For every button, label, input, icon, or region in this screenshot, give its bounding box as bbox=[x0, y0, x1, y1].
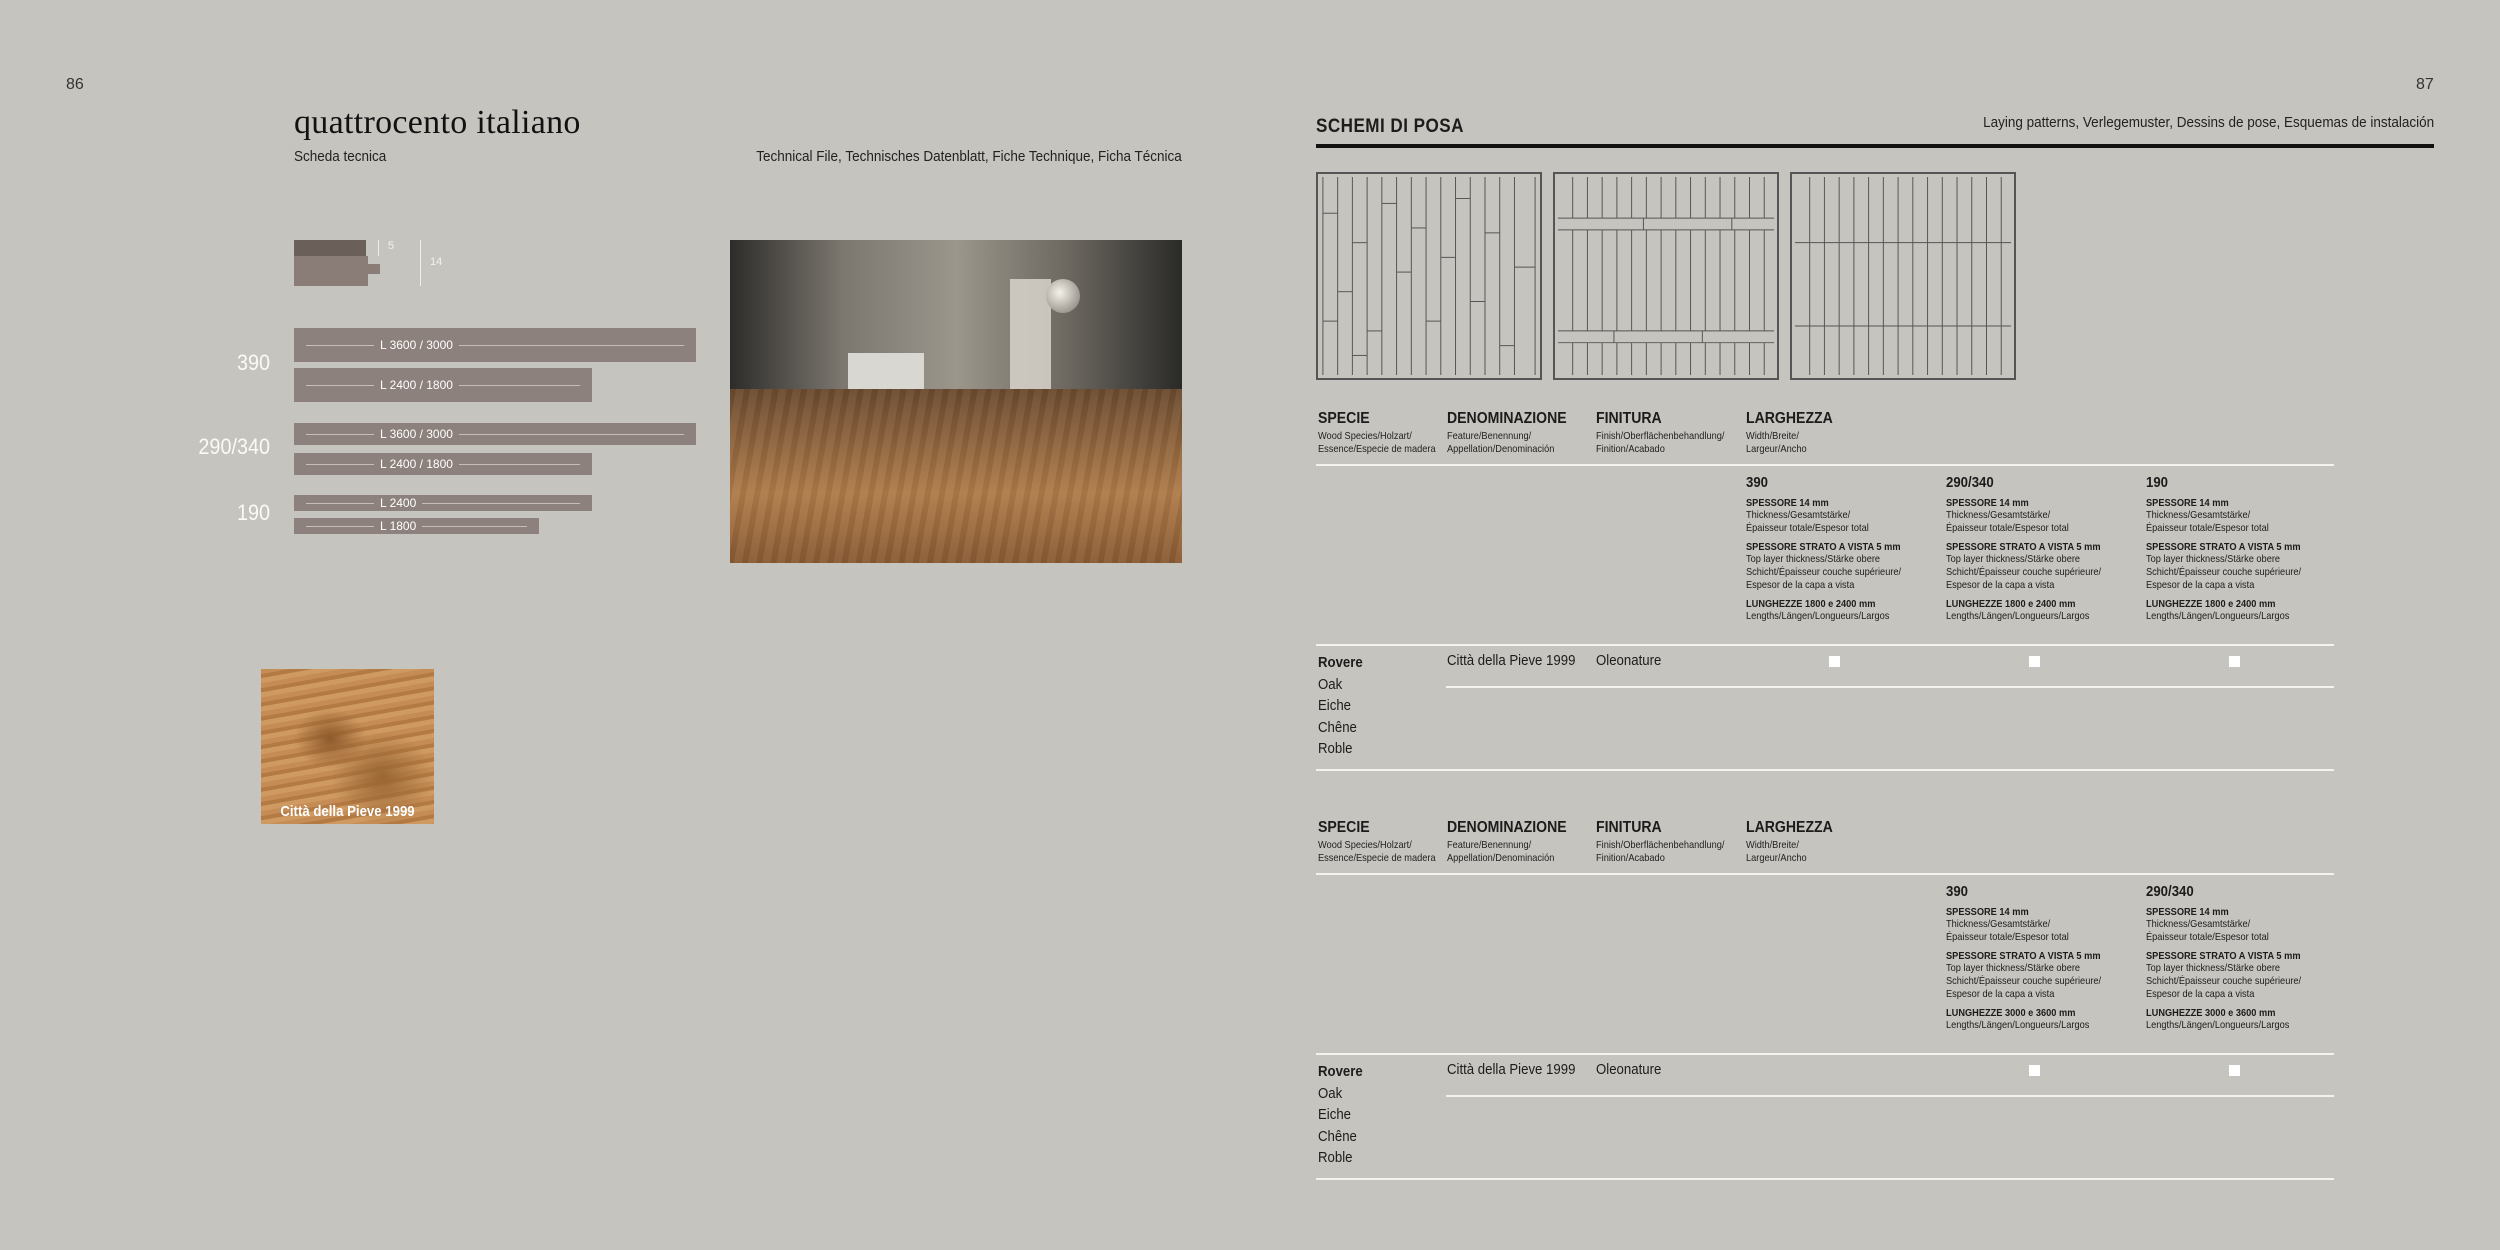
width-label-290-340: 290/340 bbox=[198, 434, 270, 459]
plank-length-label: L 1800 bbox=[374, 519, 422, 533]
spec-thickness-sub: Thickness/Gesamtstärke/ Épaisseur totale/Espesor total bbox=[1746, 509, 1869, 534]
pattern-staggered-drawing bbox=[1318, 174, 1540, 378]
plank-profile-diagram bbox=[294, 240, 443, 290]
table-rule bbox=[1316, 769, 2334, 771]
spec-thickness-sub: Thickness/Gesamtstärke/ Épaisseur totale/Espesor total bbox=[1946, 918, 2069, 943]
spec-top-layer-sub: Top layer thickness/Stärke obere Schicht/Épaisseur couche supérieure/ Espesor de la capa a vista bbox=[2146, 962, 2302, 1000]
species-name: Roble bbox=[1318, 1149, 1353, 1166]
header-denominazione-sub: Feature/Benennung/ Appellation/Denominación bbox=[1447, 839, 1555, 864]
spec-lengths: LUNGHEZZE 1800 e 2400 mm bbox=[2146, 598, 2276, 610]
spec-thickness: SPESSORE 14 mm bbox=[1946, 906, 2029, 918]
spec-column-390 bbox=[1946, 883, 2136, 1032]
table-rule bbox=[1316, 873, 2334, 875]
page-title: quattrocento italiano bbox=[294, 104, 581, 141]
finitura-value: Oleonature bbox=[1596, 652, 1662, 669]
species-name: Chêne bbox=[1318, 1127, 1357, 1145]
header-larghezza-sub: Width/Breite/ Largeur/Ancho bbox=[1746, 430, 1807, 455]
spec-thickness-sub: Thickness/Gesamtstärke/ Épaisseur totale/Espesor total bbox=[1946, 509, 2069, 534]
page-number-left: 86 bbox=[66, 76, 84, 93]
header-specie: SPECIE bbox=[1318, 819, 1370, 836]
plank-290-short bbox=[294, 453, 592, 475]
top-layer bbox=[294, 240, 366, 256]
spec-top-layer-sub: Top layer thickness/Stärke obere Schicht/Épaisseur couche supérieure/ Espesor de la capa a vista bbox=[1946, 962, 2102, 1000]
spec-column-390 bbox=[1746, 474, 1936, 623]
section-translations: Laying patterns, Verlegemuster, Dessins de pose, Esquemas de instalación bbox=[1982, 114, 2434, 131]
plank-390-short bbox=[294, 368, 592, 402]
spec-top-layer: SPESSORE STRATO A VISTA 5 mm bbox=[2146, 541, 2301, 553]
spec-top-layer-sub: Top layer thickness/Stärke obere Schicht/Épaisseur couche supérieure/ Espesor de la capa a vista bbox=[1746, 553, 1902, 591]
spec-top-layer-sub: Top layer thickness/Stärke obere Schicht/Épaisseur couche supérieure/ Espesor de la capa a vista bbox=[2146, 553, 2302, 591]
species-name: Rovere bbox=[1318, 654, 1363, 671]
top-layer-value: 5 bbox=[388, 240, 395, 252]
plank-length-label: L 2400 / 1800 bbox=[374, 457, 459, 471]
spec-lengths-sub: Lengths/Längen/Longueurs/Largos bbox=[1946, 1019, 2090, 1031]
table-rule bbox=[1446, 1095, 2334, 1097]
spec-top-layer: SPESSORE STRATO A VISTA 5 mm bbox=[1946, 541, 2101, 553]
species-name: Eiche bbox=[1318, 697, 1352, 714]
species-name: Oak bbox=[1318, 675, 1343, 693]
availability-check bbox=[2229, 1065, 2240, 1076]
header-finitura-sub: Finish/Oberflächenbehandlung/ Finition/Acabado bbox=[1596, 430, 1725, 455]
pattern-grid bbox=[1790, 172, 2016, 380]
table-rule bbox=[1316, 1053, 2334, 1055]
spec-thickness-sub: Thickness/Gesamtstärke/ Épaisseur totale/Espesor total bbox=[2146, 918, 2269, 943]
plank-length-label: L 3600 / 3000 bbox=[374, 338, 459, 352]
spec-column-290-340 bbox=[1946, 474, 2136, 623]
page-subtitle: Scheda tecnica bbox=[294, 148, 387, 165]
species-list bbox=[1318, 652, 1363, 760]
spec-width: 390 bbox=[1746, 474, 1769, 491]
plank-290-long bbox=[294, 423, 696, 445]
spec-width: 290/340 bbox=[1946, 474, 1994, 491]
swatch-caption: Città della Pieve 1999 bbox=[280, 803, 415, 820]
spec-thickness: SPESSORE 14 mm bbox=[1746, 497, 1829, 509]
pattern-grid-drawing bbox=[1792, 174, 2014, 378]
wood-swatch-image bbox=[261, 669, 434, 824]
species-name: Rovere bbox=[1318, 1063, 1363, 1080]
spec-lengths-sub: Lengths/Längen/Longueurs/Largos bbox=[1946, 610, 2090, 622]
header-finitura: FINITURA bbox=[1596, 410, 1662, 427]
table-rule bbox=[1446, 686, 2334, 688]
header-specie-sub: Wood Species/Holzart/ Essence/Especie de madera bbox=[1318, 839, 1436, 864]
width-label-190: 190 bbox=[236, 500, 270, 525]
header-larghezza-sub: Width/Breite/ Largeur/Ancho bbox=[1746, 839, 1807, 864]
plank-190-short bbox=[294, 518, 539, 534]
denominazione-value: Città della Pieve 1999 bbox=[1447, 1061, 1576, 1078]
spec-top-layer: SPESSORE STRATO A VISTA 5 mm bbox=[2146, 950, 2301, 962]
spec-width: 190 bbox=[2146, 474, 2169, 491]
room-interior-photo bbox=[730, 240, 1182, 563]
width-label-390: 390 bbox=[236, 350, 270, 375]
spec-lengths: LUNGHEZZE 1800 e 2400 mm bbox=[1946, 598, 2076, 610]
page-number-right: 87 bbox=[2416, 76, 2434, 93]
plank-190-long bbox=[294, 495, 592, 511]
finitura-value: Oleonature bbox=[1596, 1061, 1662, 1078]
header-larghezza: LARGHEZZA bbox=[1746, 819, 1833, 836]
plank-length-label: L 2400 / 1800 bbox=[374, 378, 459, 392]
plank-length-label: L 3600 / 3000 bbox=[374, 427, 459, 441]
spec-top-layer: SPESSORE STRATO A VISTA 5 mm bbox=[1746, 541, 1901, 553]
spec-top-layer-sub: Top layer thickness/Stärke obere Schicht/Épaisseur couche supérieure/ Espesor de la capa a vista bbox=[1946, 553, 2102, 591]
thickness-dimension bbox=[420, 240, 421, 286]
table-rule bbox=[1316, 644, 2334, 646]
availability-check bbox=[1829, 656, 1840, 667]
base-bottom bbox=[294, 274, 368, 286]
availability-check bbox=[2029, 656, 2040, 667]
species-name: Roble bbox=[1318, 740, 1353, 757]
spec-lengths-sub: Lengths/Längen/Longueurs/Largos bbox=[2146, 610, 2290, 622]
species-name: Eiche bbox=[1318, 1106, 1352, 1123]
tongue bbox=[294, 264, 380, 274]
spec-column-190 bbox=[2146, 474, 2336, 623]
subtitle-translations: Technical File, Technisches Datenblatt, Fiche Technique, Ficha Técnica bbox=[756, 148, 1182, 165]
section-rule bbox=[1316, 144, 2434, 148]
plank-length-label: L 2400 bbox=[374, 496, 422, 510]
denominazione-value: Città della Pieve 1999 bbox=[1447, 652, 1576, 669]
pattern-staggered bbox=[1316, 172, 1542, 380]
spec-width: 390 bbox=[1946, 883, 1969, 900]
header-larghezza: LARGHEZZA bbox=[1746, 410, 1833, 427]
availability-check bbox=[2229, 656, 2240, 667]
header-finitura-sub: Finish/Oberflächenbehandlung/ Finition/Acabado bbox=[1596, 839, 1725, 864]
header-denominazione: DENOMINAZIONE bbox=[1447, 410, 1567, 427]
plank-390-long bbox=[294, 328, 696, 362]
pattern-bands bbox=[1553, 172, 1779, 380]
thickness-value: 14 bbox=[430, 256, 443, 268]
spec-thickness-sub: Thickness/Gesamtstärke/ Épaisseur totale/Espesor total bbox=[2146, 509, 2269, 534]
table-rule bbox=[1316, 1178, 2334, 1180]
species-name: Oak bbox=[1318, 1084, 1343, 1102]
pattern-bands-drawing bbox=[1555, 174, 1777, 378]
spec-lengths-sub: Lengths/Längen/Longueurs/Largos bbox=[1746, 610, 1890, 622]
top-layer-dimension bbox=[378, 240, 379, 256]
spec-column-290-340 bbox=[2146, 883, 2336, 1032]
header-denominazione-sub: Feature/Benennung/ Appellation/Denominación bbox=[1447, 430, 1555, 455]
spec-lengths: LUNGHEZZE 1800 e 2400 mm bbox=[1746, 598, 1876, 610]
spec-lengths: LUNGHEZZE 3000 e 3600 mm bbox=[1946, 1007, 2076, 1019]
base-layer bbox=[294, 256, 368, 264]
spec-top-layer: SPESSORE STRATO A VISTA 5 mm bbox=[1946, 950, 2101, 962]
table-rule bbox=[1316, 464, 2334, 466]
spec-thickness: SPESSORE 14 mm bbox=[2146, 497, 2229, 509]
availability-check bbox=[2029, 1065, 2040, 1076]
header-specie: SPECIE bbox=[1318, 410, 1370, 427]
header-specie-sub: Wood Species/Holzart/ Essence/Especie de madera bbox=[1318, 430, 1436, 455]
section-title: SCHEMI DI POSA bbox=[1316, 116, 1464, 137]
spec-width: 290/340 bbox=[2146, 883, 2194, 900]
spec-lengths-sub: Lengths/Längen/Longueurs/Largos bbox=[2146, 1019, 2290, 1031]
spec-thickness: SPESSORE 14 mm bbox=[2146, 906, 2229, 918]
spec-lengths: LUNGHEZZE 3000 e 3600 mm bbox=[2146, 1007, 2276, 1019]
spec-thickness: SPESSORE 14 mm bbox=[1946, 497, 2029, 509]
header-finitura: FINITURA bbox=[1596, 819, 1662, 836]
species-name: Chêne bbox=[1318, 718, 1357, 736]
species-list bbox=[1318, 1061, 1363, 1169]
header-denominazione: DENOMINAZIONE bbox=[1447, 819, 1567, 836]
